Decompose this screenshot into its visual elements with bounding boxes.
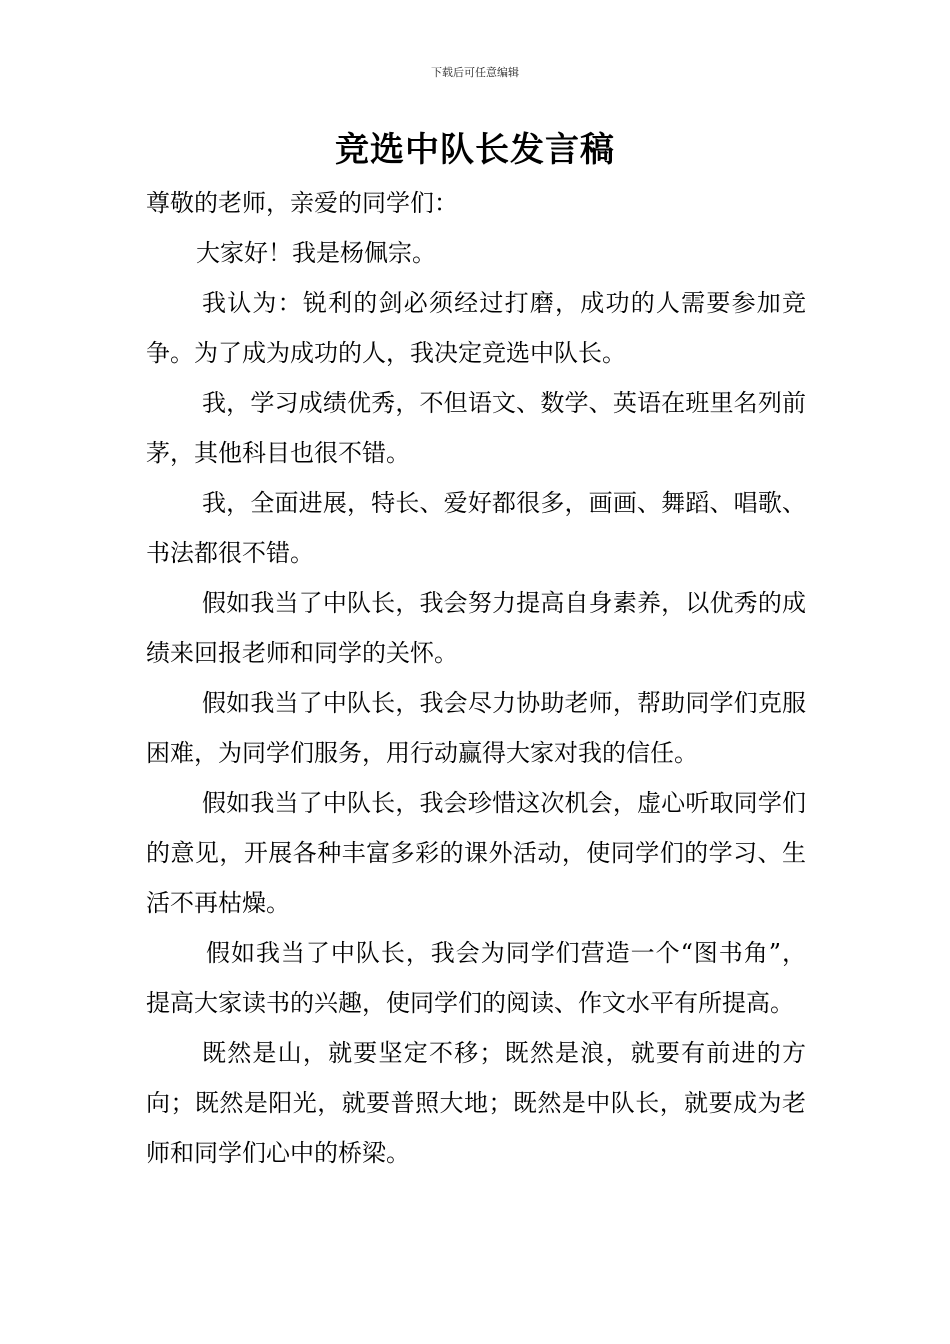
document-body [146, 178, 806, 1178]
paragraph-promise-1: 假如我当了中队长，我会努力提高自身素养，以优秀的成绩来回报老师和同学的关怀。 [146, 589, 806, 667]
paragraph-closing: 既然是山，就要坚定不移；既然是浪，就要有前进的方向；既然是阳光，就要普照大地；既然是中队长，就要成为老师和同学们心中的桥梁。 [146, 1039, 806, 1167]
paragraph-talents: 我，全面进展，特长、爱好都很多，画画、舞蹈、唱歌、书法都很不错。 [146, 489, 806, 567]
header-note: 下载后可任意编辑 [431, 66, 519, 79]
paragraph-greeting: 大家好！我是杨佩宗。 [196, 239, 436, 267]
paragraph-promise-3: 假如我当了中队长，我会珍惜这次机会，虚心听取同学们的意见，开展各种丰富多彩的课外活动，使同学们的学习、生活不再枯燥。 [146, 789, 806, 917]
paragraph-academics: 我，学习成绩优秀，不但语文、数学、英语在班里名列前茅，其他科目也很不错。 [146, 389, 806, 467]
salutation: 尊敬的老师，亲爱的同学们： [146, 189, 458, 217]
page-title: 竞选中队长发言稿 [335, 130, 615, 170]
paragraph-promise-4: 假如我当了中队长，我会为同学们营造一个“图书角”，提高大家读书的兴趣，使同学们的阅读、作文水平有所提高。 [146, 939, 806, 1017]
paragraph-motivation: 我认为：锐利的剑必须经过打磨，成功的人需要参加竞争。为了成为成功的人，我决定竞选中队长。 [146, 289, 806, 367]
paragraph-promise-2: 假如我当了中队长，我会尽力协助老师，帮助同学们克服困难，为同学们服务，用行动赢得大家对我的信任。 [146, 689, 806, 767]
